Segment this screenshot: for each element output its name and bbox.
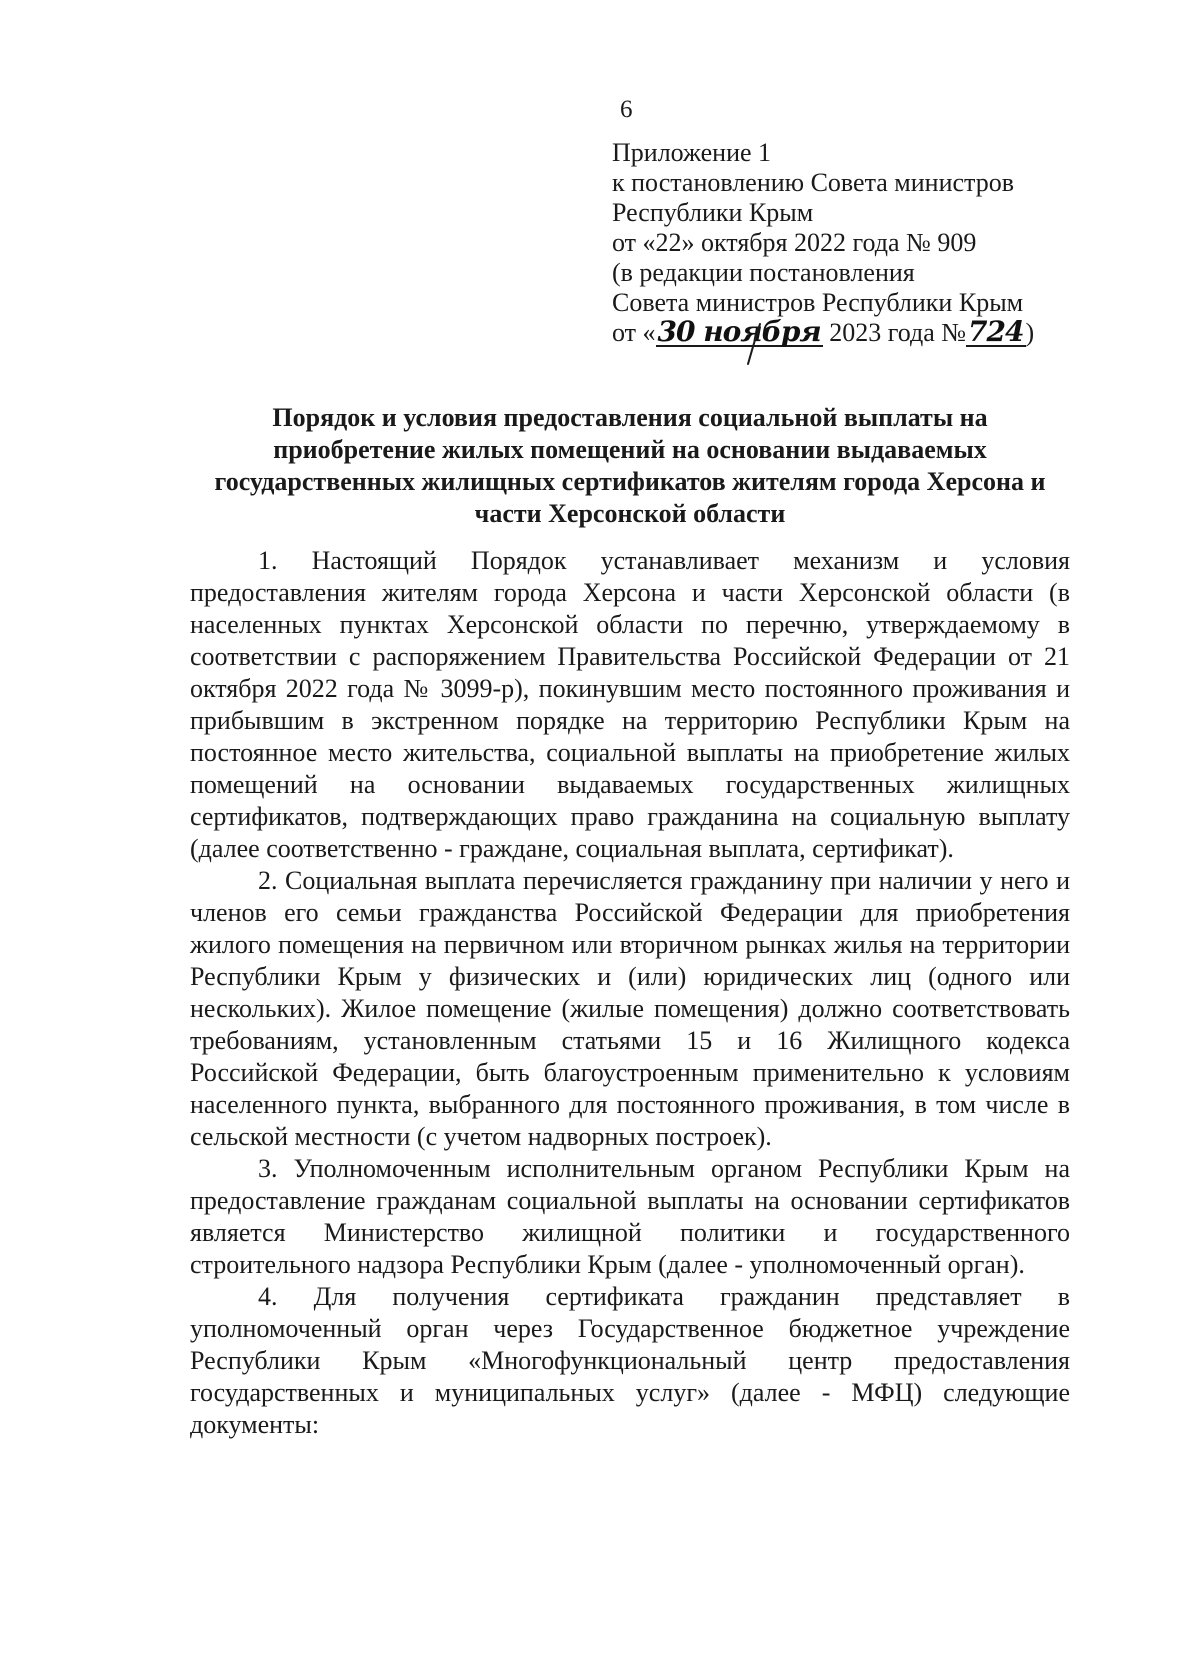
appendix-block: [612, 138, 1132, 348]
paragraph-3: 3. Уполномоченным исполнительным органом Республики Крым на предоставление гражданам социальной выплаты на основании сертификатов является Министерство жилищной политики и государственного строительного надзора Республики Крым (далее - уполномоченный орган).: [190, 1154, 1070, 1279]
appendix-line-4: от «22» октября 2022 года № 909: [612, 228, 977, 257]
appendix-date-suffix: ): [1025, 318, 1035, 347]
document-title: Порядок и условия предоставления социальной выплаты на приобретение жилых помещений на основании выдаваемых государственных жилищных сертификатов жителям города Херсона и части Херсонской области: [214, 403, 1046, 528]
appendix-line-6: Совета министров Республики Крым: [612, 288, 1024, 317]
appendix-date-middle: 2023 года №: [822, 318, 967, 347]
appendix-line-2: к постановлению Совета министров: [612, 168, 1014, 197]
handwritten-number: 724: [968, 315, 1024, 348]
appendix-line-1: Приложение 1: [612, 138, 772, 167]
handwritten-date: 30 ноября: [657, 315, 821, 348]
paragraph-2: 2. Социальная выплата перечисляется гражданину при наличии у него и членов его семьи гражданства Российской Федерации для приобретения жилого помещения на первичном или вторичном рынках жилья на территории Республики Крым у физических и (или) юридических лиц (одного или нескольких). Жилое помещение (жилые помещения) должно соответствовать требованиям, установленным статьями 15 и 16 Жилищного кодекса Российской Федерации, быть благоустроенным применительно к условиям населенного пункта, выбранного для постоянного проживания, в том числе в сельской местности (с учетом надворных построек).: [190, 866, 1070, 1151]
paragraph-4: 4. Для получения сертификата гражданин представляет в уполномоченный орган через Государственное бюджетное учреждение Республики Крым «Многофункциональный центр предоставления государственных и муниципальных услуг» (далее - МФЦ) следующие документы:: [190, 1282, 1070, 1439]
appendix-line-5: (в редакции постановления: [612, 258, 915, 287]
appendix-line-7: [612, 315, 1132, 348]
appendix-date-prefix: от «: [612, 318, 656, 347]
page-number: 6: [620, 96, 633, 123]
paragraph-1: 1. Настоящий Порядок устанавливает механизм и условия предоставления жителям города Херсона и части Херсонской области (в населенных пунктах Херсонской области по перечню, утверждаемому в соответствии с распоряжением Правительства Российской Федерации от 21 октября 2022 года № 3099-р), покинувшим место постоянного проживания и прибывшим в экстренном порядке на территорию Республики Крым на постоянное место жительства, социальной выплаты на приобретение жилых помещений на основании выдаваемых государственных жилищных сертификатов, подтверждающих право гражданина на социальную выплату (далее соответственно - граждане, социальная выплата, сертификат).: [190, 546, 1070, 863]
document-body: [190, 545, 1070, 1441]
appendix-line-3: Республики Крым: [612, 198, 814, 227]
